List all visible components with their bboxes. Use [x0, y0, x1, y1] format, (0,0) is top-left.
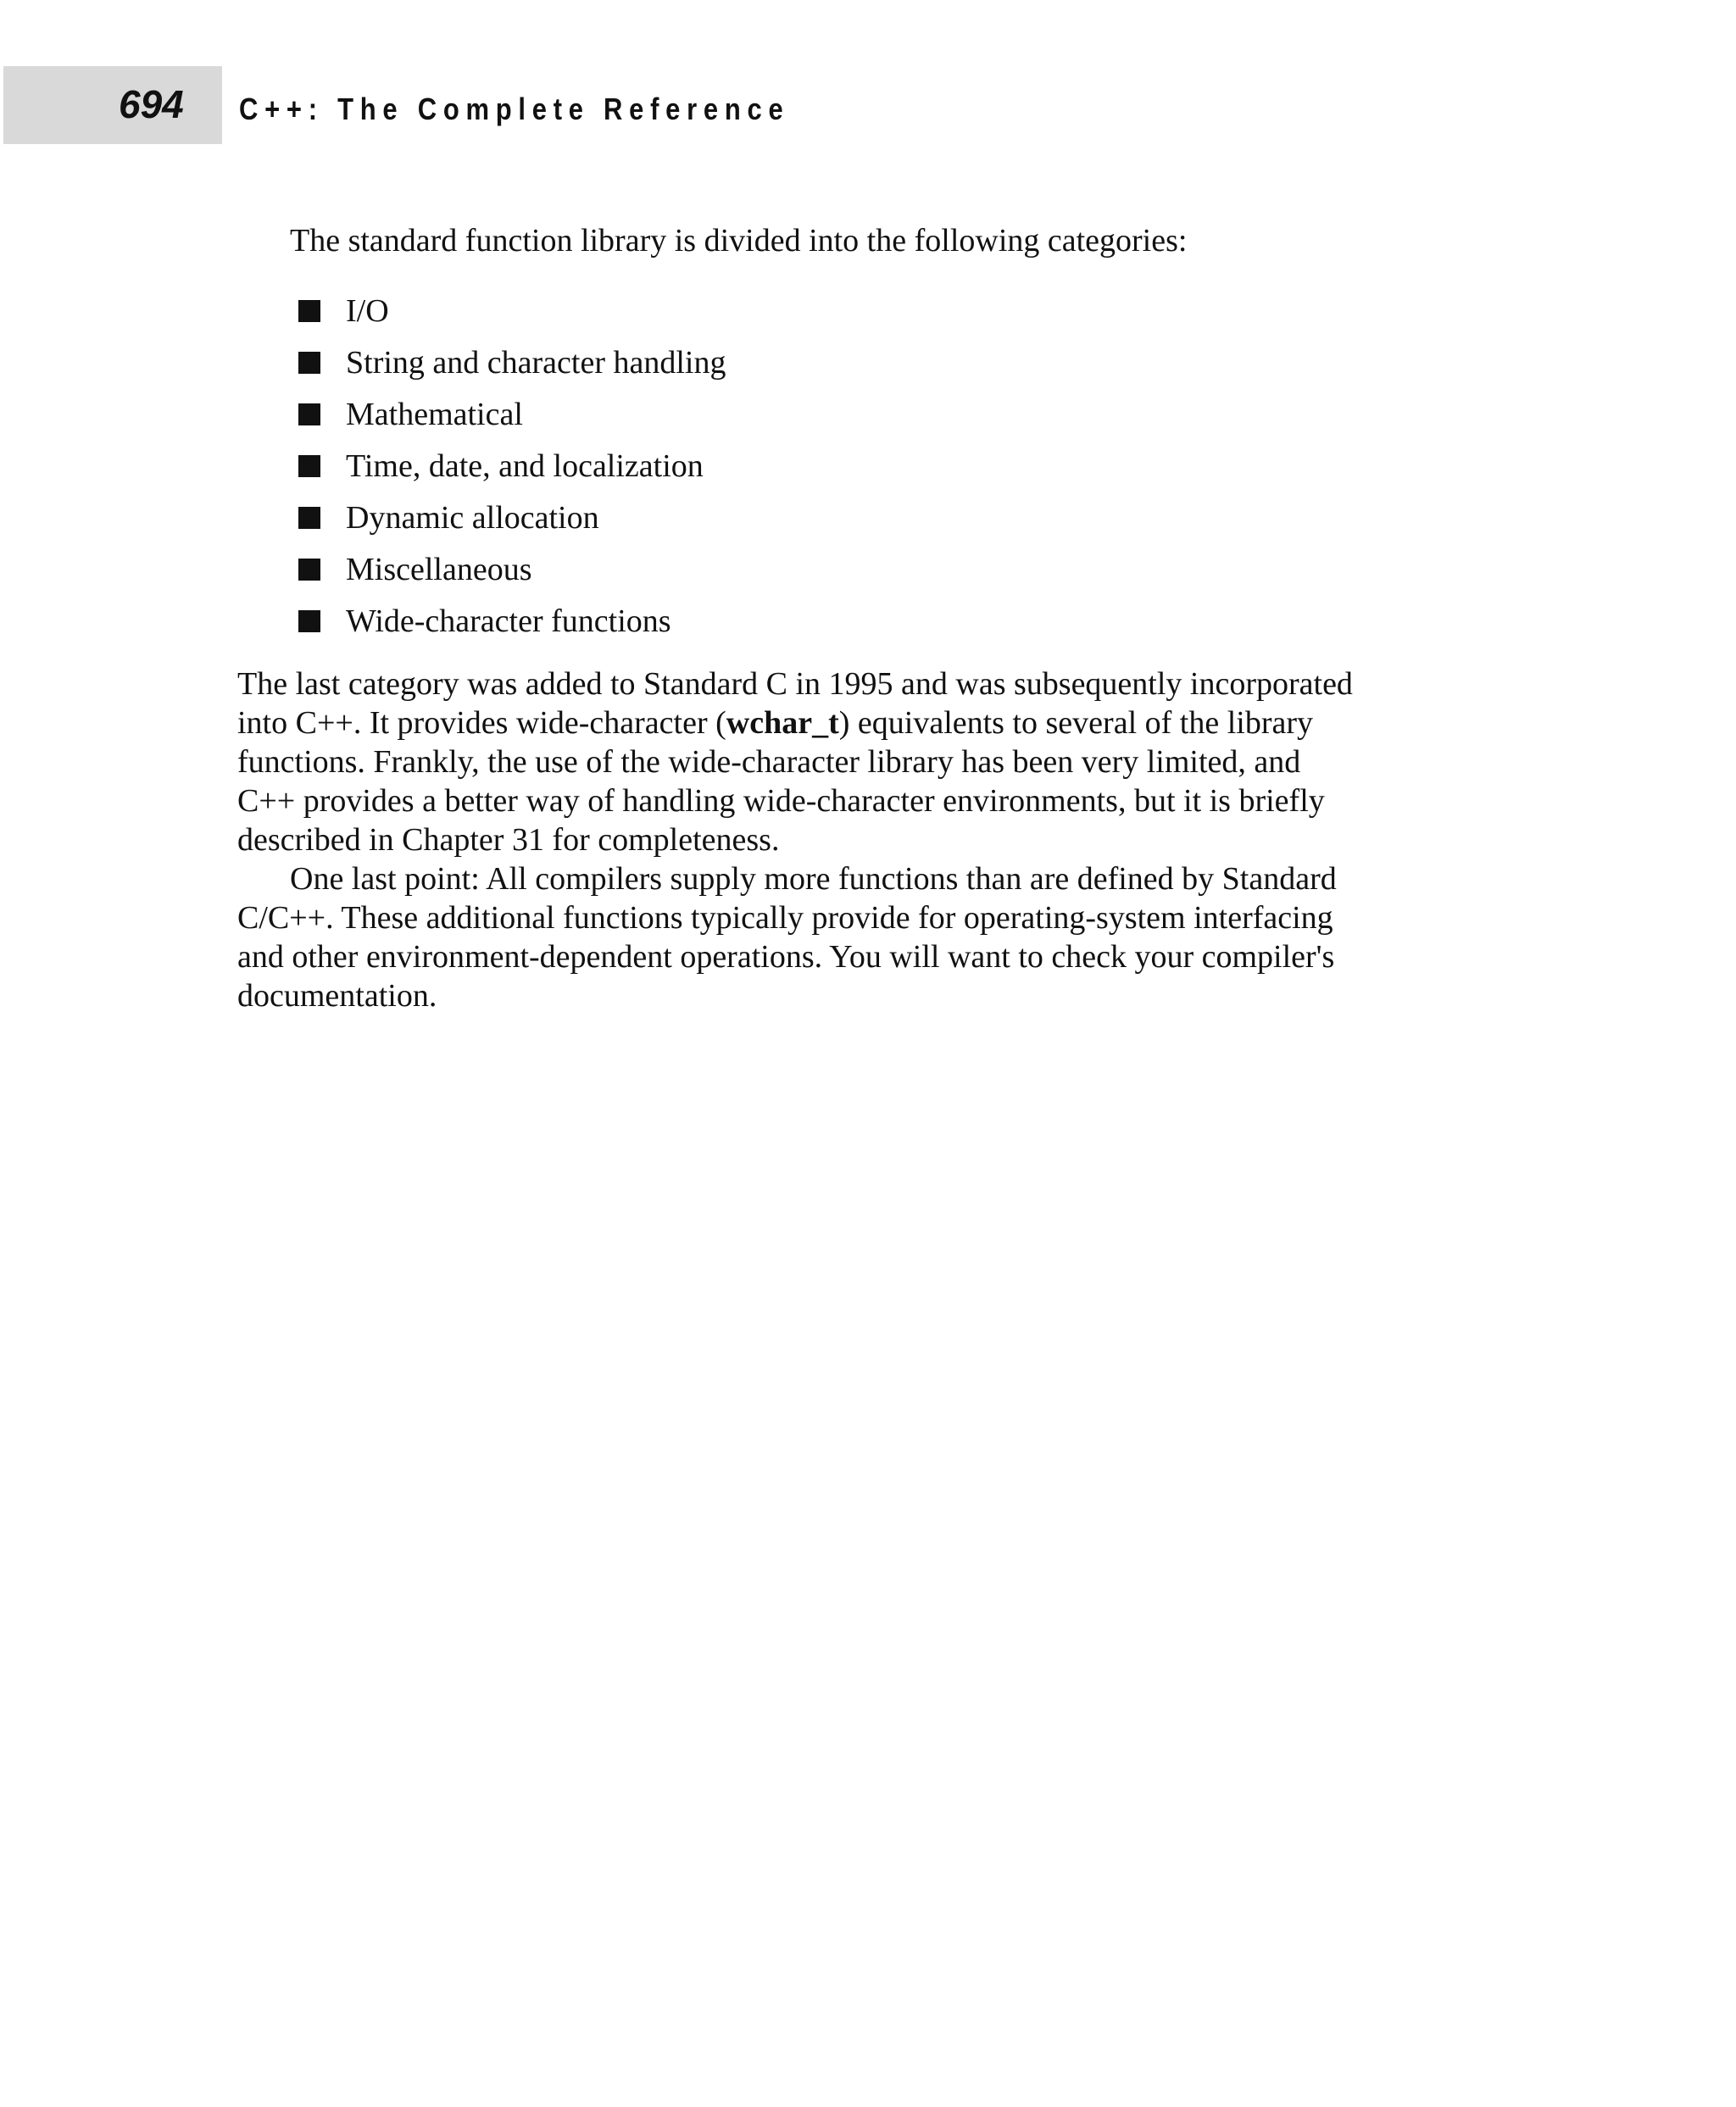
list-item-label: Miscellaneous	[346, 551, 532, 587]
square-bullet-icon	[298, 507, 320, 529]
paragraph-line: and other environment-dependent operations. You will want to check your compiler's	[237, 939, 1335, 975]
list-item-label: Dynamic allocation	[346, 499, 599, 536]
paragraph-line: One last point: All compilers supply more functions than are defined by Standard	[290, 861, 1337, 897]
list-item	[298, 285, 726, 336]
list-item-label: String and character handling	[346, 344, 726, 381]
list-item	[298, 336, 726, 388]
running-title: C++: The Complete Reference	[239, 92, 790, 126]
page-number: 694	[119, 82, 184, 126]
list-item-label: I/O	[346, 292, 389, 329]
list-item	[298, 595, 726, 647]
square-bullet-icon	[298, 352, 320, 374]
paragraph-line	[237, 703, 1492, 742]
paragraph-line: The last category was added to Standard C in 1995 and was subsequently incorporated	[237, 666, 1353, 702]
square-bullet-icon	[298, 610, 320, 632]
list-item-label: Wide-character functions	[346, 603, 671, 639]
paragraph-line: C++ provides a better way of handling wide-character environments, but it is briefly	[237, 783, 1325, 819]
paragraph-line: C/C++. These additional functions typically provide for operating-system interfacing	[237, 900, 1333, 936]
list-item-label: Time, date, and localization	[346, 448, 704, 484]
square-bullet-icon	[298, 559, 320, 581]
list-item	[298, 388, 726, 440]
category-list	[298, 285, 726, 647]
square-bullet-icon	[298, 403, 320, 425]
paragraph-line: functions. Frankly, the use of the wide-character library has been very limited, and	[237, 744, 1301, 780]
paragraph-compilers	[237, 859, 1492, 1015]
list-item	[298, 440, 726, 492]
text-run: ) equivalents to several of the library	[838, 705, 1313, 741]
page-number-box	[3, 66, 222, 144]
paragraph-line: described in Chapter 31 for completeness.	[237, 822, 780, 858]
list-item	[298, 492, 726, 543]
square-bullet-icon	[298, 455, 320, 477]
body-text	[237, 664, 1492, 1015]
paragraph-wide-character	[237, 664, 1492, 859]
text-run: into C++. It provides wide-character (	[237, 705, 726, 741]
list-item	[298, 543, 726, 595]
square-bullet-icon	[298, 300, 320, 322]
intro-sentence: The standard function library is divided into the following categories:	[290, 223, 1188, 259]
list-item-label: Mathematical	[346, 396, 523, 432]
code-term: wchar_t	[726, 705, 839, 741]
paragraph-line: documentation.	[237, 978, 437, 1014]
page-header	[3, 66, 1736, 144]
